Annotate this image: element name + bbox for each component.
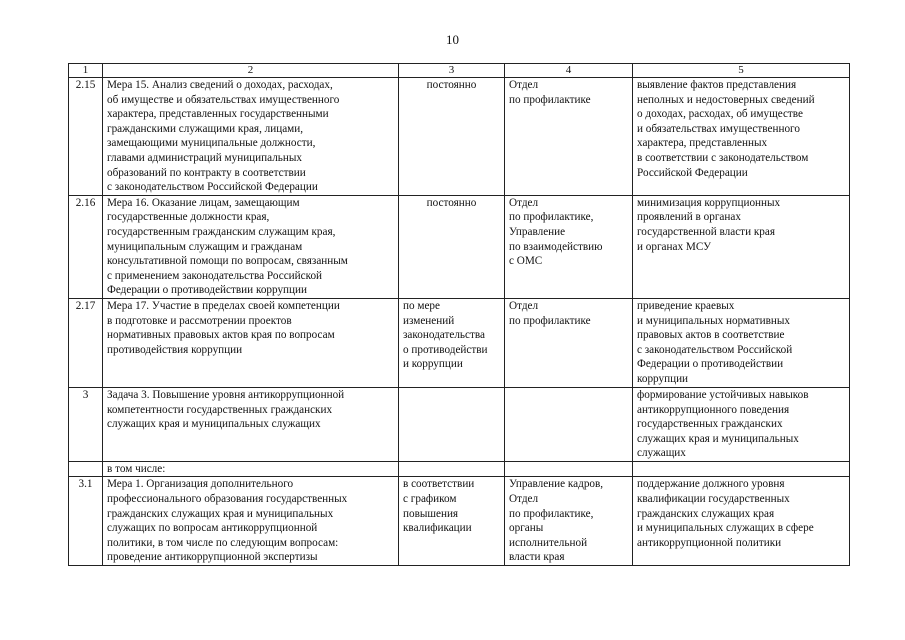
executor-text: [505, 387, 633, 461]
term-text: постоянно: [399, 195, 505, 298]
table-header-row: [69, 64, 850, 78]
term-text: по мере изменений законодательства о противодействи и коррупции: [399, 298, 505, 387]
page-number: 10: [446, 32, 459, 47]
term-text: в соответствии с графиком повышения квалификации: [399, 477, 505, 566]
row-number: 3: [69, 387, 103, 461]
row-number: 2.17: [69, 298, 103, 387]
result-text: приведение краевых и муниципальных нормативных правовых актов в соответствие с законодательством Российской Федерации о противодействии коррупции: [633, 298, 850, 387]
row-number: [69, 461, 103, 477]
measure-text: Мера 15. Анализ сведений о доходах, расходах, об имуществе и обязательствах имущественного характера, представленных государственными гражданскими служащими края, лицами, замещающими муниципальные должности, главами администраций муниципальных образований по контракту в соответствии с законодательством Российской Федерации: [103, 78, 399, 196]
table-row: [69, 461, 850, 477]
executor-text: Отдел по профилактике: [505, 78, 633, 196]
header-col-1: 1: [69, 64, 103, 78]
header-col-5: 5: [633, 64, 850, 78]
header-col-3: 3: [399, 64, 505, 78]
result-text: формирование устойчивых навыков антикоррупционного поведения государственных гражданских служащих края и муниципальных служащих: [633, 387, 850, 461]
measure-text: Мера 17. Участие в пределах своей компетенции в подготовке и рассмотрении проектов нормативных правовых актов края по вопросам противодействия коррупции: [103, 298, 399, 387]
table-row: [69, 78, 850, 196]
measure-text: Мера 16. Оказание лицам, замещающим государственные должности края, государственным гражданским служащим края, муниципальным служащим и гражданам консультативной помощи по вопросам, связанным с применением законодательства Российской Федерации о противодействии коррупции: [103, 195, 399, 298]
executor-text: Управление кадров, Отдел по профилактике, органы исполнительной власти края: [505, 477, 633, 566]
term-text: постоянно: [399, 78, 505, 196]
term-text: [399, 387, 505, 461]
row-number: 2.16: [69, 195, 103, 298]
measure-text: Задача 3. Повышение уровня антикоррупционной компетентности государственных гражданских служащих края и муниципальных служащих: [103, 387, 399, 461]
table-row: [69, 195, 850, 298]
result-text: [633, 461, 850, 477]
table-row: [69, 298, 850, 387]
table-row: [69, 387, 850, 461]
measure-text: Мера 1. Организация дополнительного профессионального образования государственных гражданских служащих края и муниципальных служащих по вопросам антикоррупционной политики, в том числе по следующим вопросам: проведение антикоррупционной экспертизы: [103, 477, 399, 566]
result-text: выявление фактов представления неполных и недостоверных сведений о доходах, расходах, об имуществе и обязательствах имущественного характера, представленных в соответствии с законодательством Российской Федерации: [633, 78, 850, 196]
measures-table: [68, 63, 850, 566]
result-text: минимизация коррупционных проявлений в органах государственной власти края и органах МСУ: [633, 195, 850, 298]
measure-text: в том числе:: [103, 461, 399, 477]
table-row: [69, 477, 850, 566]
result-text: поддержание должного уровня квалификации государственных гражданских служащих края и муниципальных служащих в сфере антикоррупционной политики: [633, 477, 850, 566]
executor-text: [505, 461, 633, 477]
header-col-2: 2: [103, 64, 399, 78]
row-number: 2.15: [69, 78, 103, 196]
row-number: 3.1: [69, 477, 103, 566]
term-text: [399, 461, 505, 477]
header-col-4: 4: [505, 64, 633, 78]
executor-text: Отдел по профилактике, Управление по взаимодействию с ОМС: [505, 195, 633, 298]
executor-text: Отдел по профилактике: [505, 298, 633, 387]
